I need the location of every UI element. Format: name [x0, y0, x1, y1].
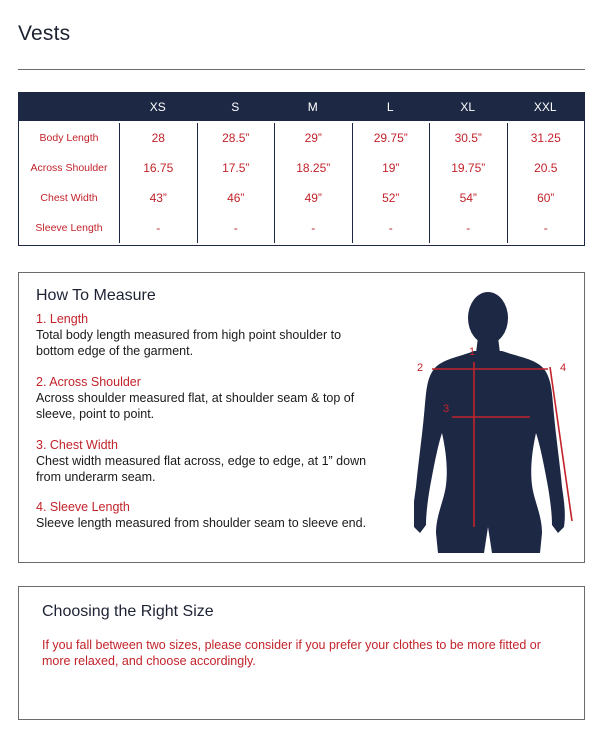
size-header: S — [231, 100, 240, 114]
table-cell: 28 — [119, 123, 197, 153]
figure-label-3: 3 — [443, 403, 450, 415]
measure-heading: 2. Across Shoulder — [36, 375, 141, 389]
table-row — [19, 183, 584, 213]
table-cell: 19” — [352, 153, 430, 183]
table-cell: 20.5 — [507, 153, 585, 183]
measure-description: Across shoulder measured flat, at shoulder seam & top of sleeve, point to point. — [36, 391, 355, 421]
size-header: M — [307, 100, 318, 114]
table-header-blank — [19, 93, 119, 121]
page-title: Vests — [18, 22, 71, 45]
title-divider — [18, 69, 585, 70]
table-cell: 54” — [429, 183, 507, 213]
choosing-size-text: If you fall between two sizes, please consider if you prefer your clothes to be more fitted or more relaxed, and choose accordingly. — [42, 638, 541, 668]
table-cell: - — [274, 213, 352, 243]
body-silhouette-icon — [414, 287, 574, 553]
table-cell: 30.5” — [429, 123, 507, 153]
how-to-measure-panel — [18, 272, 585, 563]
row-label: Chest Width — [40, 192, 98, 204]
table-cell: 43” — [119, 183, 197, 213]
table-row — [19, 123, 584, 153]
measure-heading: 4. Sleeve Length — [36, 500, 130, 514]
table-row — [19, 153, 584, 183]
measure-item-chest-width — [36, 437, 381, 485]
how-to-measure-title: How To Measure — [36, 287, 156, 304]
table-cell: 29.75” — [352, 123, 430, 153]
size-header: XL — [460, 100, 476, 114]
table-cell: 18.25” — [274, 153, 352, 183]
measure-description: Total body length measured from high point shoulder to bottom edge of the garment. — [36, 328, 342, 358]
table-cell: 16.75 — [119, 153, 197, 183]
measure-heading: 3. Chest Width — [36, 438, 118, 452]
size-header: XS — [149, 100, 166, 114]
table-cell: 28.5” — [197, 123, 275, 153]
measure-heading: 1. Length — [36, 312, 89, 326]
table-cell: 31.25 — [507, 123, 585, 153]
choosing-size-title: Choosing the Right Size — [42, 603, 214, 620]
size-header: XXL — [533, 100, 557, 114]
measure-description: Sleeve length measured from shoulder seam to sleeve end. — [36, 516, 367, 530]
table-cell: 17.5” — [197, 153, 275, 183]
measure-description: Chest width measured flat across, edge to edge, at 1” down from underarm seam. — [36, 454, 367, 484]
table-cell: 29” — [274, 123, 352, 153]
table-cell: 19.75” — [429, 153, 507, 183]
choosing-size-panel — [18, 586, 585, 720]
table-cell: 52” — [352, 183, 430, 213]
table-cell: - — [119, 213, 197, 243]
measure-item-across-shoulder — [36, 374, 381, 422]
table-row — [19, 213, 584, 243]
table-cell: 60” — [507, 183, 585, 213]
figure-label-2: 2 — [417, 362, 424, 374]
measure-item-sleeve-length — [36, 499, 381, 531]
table-cell: - — [429, 213, 507, 243]
size-header: L — [386, 100, 394, 114]
table-cell: - — [197, 213, 275, 243]
table-cell: 46” — [197, 183, 275, 213]
table-cell: - — [507, 213, 585, 243]
row-label: Across Shoulder — [30, 162, 108, 174]
figure-label-4: 4 — [560, 362, 567, 374]
measure-item-length — [36, 311, 381, 359]
size-chart-table — [18, 92, 585, 246]
row-label: Body Length — [39, 132, 99, 144]
figure-label-1: 1 — [469, 346, 476, 358]
row-label: Sleeve Length — [35, 222, 103, 234]
table-header-row — [19, 93, 584, 121]
table-cell: 49” — [274, 183, 352, 213]
table-cell: - — [352, 213, 430, 243]
